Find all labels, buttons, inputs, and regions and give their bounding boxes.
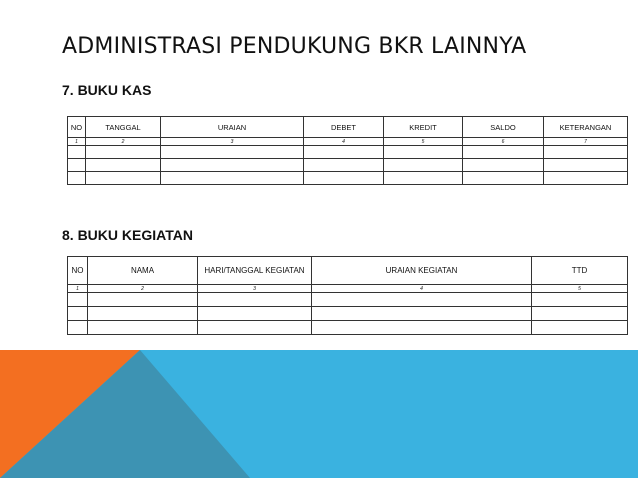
column-number: 3 <box>198 285 312 293</box>
column-header: NO <box>68 117 86 138</box>
column-number: 3 <box>161 138 304 146</box>
table-row <box>68 321 628 335</box>
column-number: 6 <box>463 138 544 146</box>
column-number-row <box>68 138 628 146</box>
section-title-buku-kegiatan: 8. BUKU KEGIATAN <box>62 227 193 243</box>
column-header: SALDO <box>463 117 544 138</box>
column-header: KREDIT <box>384 117 463 138</box>
column-number: 1 <box>68 285 88 293</box>
column-header: NO <box>68 257 88 285</box>
column-header: HARI/TANGGAL KEGIATAN <box>198 257 312 285</box>
column-number: 2 <box>86 138 161 146</box>
slide-title: ADMINISTRASI PENDUKUNG BKR LAINNYA <box>62 34 527 59</box>
column-number: 4 <box>304 138 384 146</box>
column-header: TANGGAL <box>86 117 161 138</box>
table-header-row <box>68 257 628 285</box>
buku-kas-table <box>67 116 628 185</box>
decorative-footer-shapes <box>0 350 638 478</box>
table-row <box>68 146 628 159</box>
table-header-row <box>68 117 628 138</box>
buku-kegiatan-table <box>67 256 628 335</box>
column-number-row <box>68 285 628 293</box>
column-number: 5 <box>532 285 628 293</box>
column-number: 7 <box>544 138 628 146</box>
column-header: NAMA <box>88 257 198 285</box>
table-row <box>68 159 628 172</box>
column-header: DEBET <box>304 117 384 138</box>
table-row <box>68 293 628 307</box>
column-number: 2 <box>88 285 198 293</box>
column-number: 5 <box>384 138 463 146</box>
column-header: TTD <box>532 257 628 285</box>
section-title-buku-kas: 7. BUKU KAS <box>62 82 152 98</box>
column-number: 1 <box>68 138 86 146</box>
column-header: URAIAN <box>161 117 304 138</box>
column-header: URAIAN KEGIATAN <box>312 257 532 285</box>
table-row <box>68 172 628 185</box>
column-number: 4 <box>312 285 532 293</box>
table-row <box>68 307 628 321</box>
column-header: KETERANGAN <box>544 117 628 138</box>
